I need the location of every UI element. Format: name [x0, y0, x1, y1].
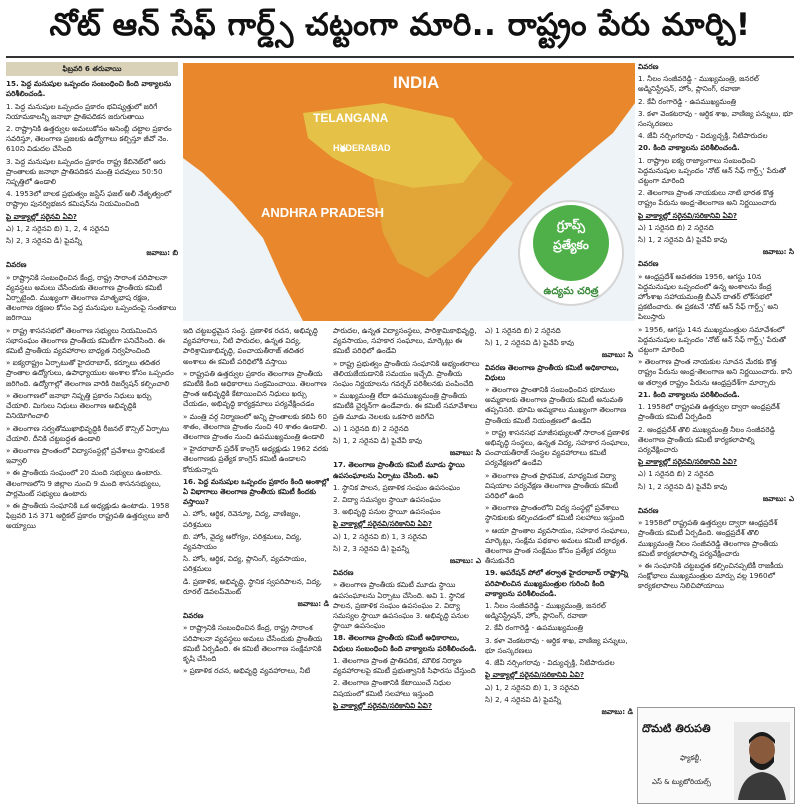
- option: డి. ప్రణాళిక, అభివృద్ధి, స్థానిక స్వపరిపాలన, విద్య, రూరల్ డెవలప్‌మెంట్: [183, 576, 322, 596]
- statement: 3. అభివృద్ధి పనుల స్థాయీ ఉపసంఘం: [333, 507, 441, 517]
- answer: జవాబు: ఎ: [449, 556, 481, 566]
- statement: 2. ఆంధ్రప్రదేశ్ తొలి ముఖ్యమంత్రి నీలం సంజీవరెడ్డి తెలంగాణ ప్రాంతీయ కమిటీ కార్యకలాపాల్ని పర్యవేక్షించారు: [638, 424, 775, 454]
- statement: 2. తెలంగాణ ప్రాంతానికి కేటాయించే నిధుల విషయంలో కమిటీ సలహాలు ఇస్తుంది: [333, 678, 451, 698]
- body-text: » రాష్ట్ర ప్రభుత్వం ప్రాంతీయ సంఘానికి అభ్యంతరాలు తెలియజేయడానికి సమయం ఇచ్చేది. ప్రాంతీయ సంఘం నిర్ణయాలను గవర్నర్ పరిశీలనకు పంపించేది: [333, 358, 480, 389]
- explanation-text: » తెలంగాణ ప్రాంత నాయకుల సూచన మేరకు కొత్త రాష్ట్రం పేరును ఆంధ్ర-తెలంగాణ అని నిర్ణయించారు. కానీ ఆ తర్వాత రాష్ట్రం పేరును ఆంధ్రప్రదేశ్‌గా మార్చారు: [638, 357, 792, 387]
- explanation-text: » తెలంగాణ ప్రాంతానికి సంబంధించిన భూముల అమ్మకాలకు తెలంగాణ ప్రాంతీయ కమిటీ అనుమతి తప్పనిసరి. భూమి అమ్మకాలు ముఖ్యంగా తెలంగాణ ప్రాంతీయ కమిటీ నియంత్రణలో ఉండేవి: [485, 385, 627, 425]
- explanation-text: » 1958లో రాష్ట్రపతి ఉత్తర్వుల ద్వారా ఆంధ్రప్రదేశ్ ప్రాంతీయ కమిటీ ఏర్పడింది. ఆంధ్రప్రదేశ్ తొలి ముఖ్యమంత్రి నీలం సంజీవరెడ్డి తెలంగాణ ప్రాంతీయ కమిటీ కార్యకలాపాల్ని పర్యవేక్షించారు: [638, 518, 778, 558]
- headline: నోట్ ఆన్ సేఫ్ గార్డ్స్ చట్టంగా మారి.. రాష్ట్రం పేరు మార్చి!: [49, 6, 751, 43]
- body-text: » ముఖ్యమంత్రి లేదా ఉపముఖ్యమంత్రి ప్రాంతీయ కమిటీకి చైర్మన్‌గా ఉండేవారు. ఈ కమిటీ సమావేశాలు ప్రతి మూడు నెలలకు ఒకసారి జరిగేవి: [333, 391, 478, 421]
- answer: జవాబు: సి: [601, 350, 633, 360]
- statement: 1. తెలంగాణ ప్రాంత ప్రాతిపదిక, మౌలిక నిర్మాణ వ్యవహారాలపై కమిటీ ప్రభుత్వానికి సిఫారసు చేస్తుంది: [333, 655, 476, 676]
- question-prompt: పై వాక్యాల్లో సరైనవి ఏవి?: [6, 211, 77, 221]
- answer: జవాబు: సి: [449, 448, 481, 458]
- options: ఎ) 1 సరైనది బి) 2 సరైనది: [638, 469, 714, 479]
- explanation-heading: వివరణ: [333, 568, 354, 578]
- map-label-telangana: TELANGANA: [313, 111, 389, 125]
- statement: 3. కళా వెంకటరావు - ఆర్థిక శాఖ, వాణిజ్య పన్నులు, భూ సంస్కరణలు: [638, 108, 793, 129]
- question-21: 21. కింది వాక్యాలను పరిశీలించండి.: [638, 389, 740, 399]
- body-text: » రాష్ట్రపతి ఉత్తర్వుల ప్రకారం తెలంగాణ ప్రాంతీయ కమిటీకి కింది అధికారాలు సంక్రమించాయి. తెలంగాణ ప్రాంత అభివృద్ధికి కేటాయించిన నిధులు ఖర్చు చేయడం, అభివృద్ధి కార్యక్రమాలు పర్యవేక్షించడం: [183, 368, 327, 409]
- statement: 1. స్థానిక పాలన, ప్రణాళిక సంఘం ఉపసంఘం: [333, 482, 460, 492]
- explanation-text: » 1956, ఆగస్టు 14న ముఖ్యమంత్రుల సమావేశంలో పెద్దమనుషుల ఒప్పందం 'నోట్ ఆన్ సేఫ్ గార్డ్స్' పేరుతో చట్టంగా మారింది: [638, 324, 786, 355]
- badge-subtitle: ఉద్యమ చరిత్ర: [543, 286, 599, 297]
- options: ఎ) 1 సరైనది బి) 2 సరైనది: [333, 423, 409, 433]
- options: ఎ) 1, 2 సరైనవి బి) 1, 3 సరైనవి: [485, 682, 580, 692]
- explanation-text: » ఈ ప్రాంతీయ సంఘానికి ఒక అధ్యక్షుడు ఉంటాడు. 1958 ఫిబ్రవరి 1న 371 ఆర్టికల్ ప్రకారం రాష్ట్రపతి ఉత్తర్వులు జారీ అయ్యాయి: [6, 500, 170, 531]
- explanation-text: » తెలంగాణ ప్రాంతంలోని విద్య సంస్థల్లో ప్రవేశాలు స్థానికులకు కల్పించడంలో కమిటీ సలహాలు ఇస్తుంది: [485, 503, 625, 523]
- body-text: పారుదల, ఉన్నత విద్యాసంస్థలు, పారిశ్రామికాభివృద్ధి, వ్యవసాయం, సహకార సంఘాలు, మార్కెట్లు ఈ కమిటీ పరిధిలో ఉండేవి: [333, 326, 477, 356]
- statement: 2. తెలంగాణ ప్రాంత నాయకులు నాటి భారత కొత్త రాష్ట్రం పేరును ఆంధ్ర-తెలంగాణ అని నిర్ణయించారు: [638, 188, 777, 208]
- column-3: [333, 326, 481, 806]
- explanation-text: » తెలంగాణ ప్రాంత ప్రాథమిక, మాధ్యమిక విద్యా విషయాల పర్యవేక్షణ తెలంగాణ ప్రాంతీయ కమిటీ పరిధిలో ఉంది: [485, 470, 619, 501]
- statement: 2. విద్యా సమస్యల స్థాయీ ఉపసంఘం: [333, 495, 441, 505]
- options: సి) 1, 2 సరైనవి డి) పైవేవీ కావు: [638, 235, 728, 245]
- explanation-text: » రాష్ట్రానికి సంబంధించిన కేంద్ర, రాష్ట్ర సారాంశ పరిపాలనా వ్యవస్థలు అమలు చేసేందుకు తెలంగాణ ప్రాంతీయ కమిటీ ఏర్పాటైంది. ముఖ్యంగా తెలంగాణ మాతృభాష రక్షణ, తెలంగాణ రక్షణల కోసం పెద్ద మనుషుల ఒప్పందంపై సంతకాలు జరిగాయి: [6, 272, 177, 323]
- statement: 1. 1958లో రాష్ట్రపతి ఉత్తర్వుల ద్వారా ఆంధ్రప్రదేశ్ ప్రాంతీయ కమిటీ ఏర్పడింది: [638, 402, 780, 422]
- statement: 1. నీలం సంజీవరెడ్డి - ముఖ్యమంత్రి, జనరల్ అడ్మినిస్ట్రేషన్, హోం, ప్లానింగ్, రవాణా: [485, 601, 606, 621]
- india-map-graphic: [183, 63, 635, 321]
- explanation-text: » తెలంగాణలో జనాభా నిష్పత్తి ప్రకారం నిధులు ఖర్చు చేయాలి. మిగులు నిధులు తెలంగాణ అభివృద్ధికి వినియోగించాలి: [6, 390, 152, 421]
- explanation-text: » ఈ సంఘానికి చట్టబద్ధత కల్పించినప్పటికీ రాజకీయ సంక్షోభాలు ముఖ్యమంత్రుల మార్పు వల్ల 1960లో కార్యకలాపాలు నిలిచిపోయాయి: [638, 560, 784, 591]
- explanation-text: » తెలంగాణ సర్వతోముఖాభివృద్ధికి రీజనల్ కౌన్సిల్ ఏర్పాటు చేయాలి. దీనికి చట్టబద్ధత ఉండాలి: [6, 423, 170, 443]
- column-2: [183, 326, 329, 806]
- statement: 4. జేవీ నర్సింగరావు - విద్యుచ్ఛక్తి, నీటిపారుదల: [638, 131, 768, 141]
- options: ఎ) 1 సరైనది బి) 2 సరైనది: [638, 222, 714, 232]
- answer: జవాబు: డి: [601, 706, 633, 716]
- option: బి. హోం, వైద్య ఆరోగ్యం, పరిశ్రమలు, విద్య, వ్యవసాయం: [183, 531, 302, 552]
- author-department: ఎస్ & ట్యుటోరియల్స్: [652, 778, 711, 786]
- statement: 2. రాష్ట్రానికి ఉత్తర్వుల అమలుకోసం అసెంబ్లీ చట్టాల ప్రకారం సవరిస్తూ, తెలంగాణ ప్రజలకు ఉద్యోగాలు కల్పిస్తూ జీవో నెం. 610ని విడుదల చేసింది: [6, 124, 172, 154]
- explanation-heading: వివరణ: [638, 505, 659, 515]
- question-20: 20. కింది వాక్యాలను పరిశీలించండి.: [638, 143, 740, 153]
- answer: జవాబు: ఎ: [762, 493, 794, 503]
- answer: జవాబు: డి: [297, 599, 329, 609]
- column-5: [638, 62, 794, 704]
- question-prompt: పై వాక్యాల్లో సరైనవి/సరికానివి ఏవి?: [638, 210, 738, 220]
- explanation-text: » ఆంధ్రప్రదేశ్ అవతరణ 1956, ఆగస్టు 10న పెద్దమనుషుల ఒప్పందంలో ఉన్న అంశాలను కేంద్ర హోంశాఖ సహాయమంత్రి బీఎన్ దాతర్ లోక్‌సభలో ప్రకటించారు. ఈ ప్రకటనే 'నోట్ ఆన్ సేఫ్ గార్డ్స్' అని పిలుస్తారు: [638, 271, 779, 322]
- answer: జవాబు: బి: [146, 248, 178, 258]
- body-text: ఇది చట్టబద్ధమైన సంస్థ. ప్రణాళిక రచన, అభివృద్ధి వ్యవహారాలు, నీటి పారుదల, ఉన్నత విద్య, పారిశ్రామికాభివృద్ధి, పంచాయతీరాజ్ తదితర అంశాలు ఈ కమిటీ పరిధిలోకి వస్తాయి: [183, 326, 318, 366]
- author-name: దొమటి తిరుపతి: [642, 722, 711, 735]
- explanation-text: » ఐక్యరాష్ట్రం ఏర్పాటుతో హైదరాబాద్, కర్నూలు తదితర ప్రాంతాల ఉద్యోగులు, ఉపాధ్యాయుల అంశాల కోసం ఒప్పందం జరిగింది. ఉద్యోగాల్లో తెలంగాణ వారికి రిజర్వేషన్ కల్పించాలి: [6, 358, 174, 388]
- statement: 3. కళా వెంకటరావు - ఆర్థిక శాఖ, వాణిజ్య పన్నులు, భూ సంస్కరణలు: [485, 635, 628, 655]
- explanation-heading: వివరణ: [638, 62, 659, 71]
- statement: 4. జేవీ నర్సింగరావు - విద్యుచ్ఛక్తి, నీటిపారుదల: [485, 658, 615, 668]
- options: సి) 1, 2 సరైనవి డి) పైవేవీ కావు: [638, 481, 728, 491]
- statement: 2. కేవీ రంగారెడ్డి - ఉపముఖ్యమంత్రి: [485, 623, 584, 633]
- explanation-heading: వివరణ: [183, 611, 204, 621]
- option: ఎ. హోం, ఆర్థిక, రెవెన్యూ, విద్య, వాణిజ్యం, పరిశ్రమలు: [183, 509, 301, 529]
- badge-title-line1: గ్రూప్స్: [557, 218, 585, 232]
- statement: 3. పెద్ద మనుషుల ఒప్పందం ప్రకారం రాష్ట్ర కేబినెట్‌లో ఆరు ప్రాంతాలకు జనాభా ప్రాతిపదికన మంత్రి పదవులు 50:50 నిష్పత్తిలో ఉండాలి: [6, 156, 166, 187]
- map-label-hyderabad: HYDERABAD: [333, 143, 391, 153]
- options: సి) 1, 2 సరైనవి డి) పైవేవీ కావు: [333, 436, 423, 446]
- statement: 1. నీలం సంజీవరెడ్డి - ముఖ్యమంత్రి, జనరల్ అడ్మినిస్ట్రేషన్, హోం, ప్లానింగ్, రవాణా: [638, 74, 759, 94]
- explanation-text: » తెలంగాణ ప్రాంతంలో విద్యాసంస్థల్లో ప్రవేశాలు స్థానికులకే ఇవ్వాలి: [6, 445, 165, 466]
- explanation-heading: వివరణ: [6, 260, 27, 270]
- question-16: 16. పెద్ద మనుషుల ఒప్పందం ప్రకారం కింది అంశాల్లో ఏ విభాగాలు తెలంగాణ ప్రాంతీయ కమిటీ కిందకు వస్తాయి?: [183, 476, 329, 507]
- options: సి) 2, 3 సరైనవి డి) పైవన్నీ: [333, 543, 410, 553]
- statement: 1. పెద్ద మనుషుల ఒప్పందం ప్రకారం భవిష్యత్తులో జరిగే నియామకాలన్నీ జనాభా ప్రాతిపదికన జరుగుతాయి: [6, 101, 158, 121]
- question-18: 18. తెలంగాణ ప్రాంతీయ కమిటీ అధికారాలు, విధులు సంబంధించి కింది వాక్యాలను పరిశీలించండి.: [333, 633, 477, 653]
- explanation-text: » రాష్ట్ర శాసనసభలో తెలంగాణ సభ్యులు నియమించిన సభాసంఘం తెలంగాణ ప్రాంతీయ కమిటీగా పనిచేసింది. ఈ కమిటీ ప్రాంతీయ వ్యవహారాల బాధ్యత నిర్వహించింది: [6, 325, 165, 356]
- explanation-text: » ఈ ప్రాంతీయ సంఘంలో 20 మంది సభ్యులు ఉంటారు. తెలంగాణలోని 9 జిల్లాల నుంచి 9 మంది శాసనసభ్యులు, పార్లమెంట్ సభ్యులు ఉంటారు: [6, 468, 163, 498]
- author-photo: [734, 722, 790, 800]
- map-label-india: INDIA: [393, 73, 440, 92]
- author-box: [637, 707, 795, 804]
- question-prompt: పై వాక్యాల్లో సరైనవి/సరికానివి ఏవి?: [333, 519, 433, 529]
- question-19: 19. ఆపరేషన్ పోలో తర్వాత హైదరాబాద్ రాష్ట్రాన్ని పరిపాలించిన ముఖ్యమంత్రుల గురించి కింది వాక్యాలను పరిశీలించండి.: [485, 568, 629, 598]
- explanation-text: » రాష్ట్రానికి సంబంధించిన కేంద్ర, రాష్ట్ర సారాంశ పరిపాలనా వ్యవస్థలు అమలు చేసేందుకు ప్రాంతీయ కమిటీ ఏర్పడింది. ఈ కమిటీ తెలంగాణ సంక్షేమానికి కృషి చేసింది: [183, 623, 323, 664]
- option: సి. హోం, ఆర్థిక, విద్య, ప్లానింగ్, వ్యవసాయం, పరిశ్రమలు: [183, 554, 307, 574]
- options: సి) 1, 2 సరైనవి డి) పైవేవీ కావు: [485, 338, 575, 348]
- options: సి) 2, 3 సరైనవి డి) పైవన్నీ: [6, 236, 83, 246]
- headline-rule: [6, 56, 794, 58]
- explanation-heading: వివరణ: [638, 259, 659, 269]
- explanation-text: » ప్రణాళిక రచన, అభివృద్ధి వ్యవహారాలు, నీటి: [183, 666, 311, 676]
- question-prompt: పై వాక్యాల్లో సరైనవి/సరికానివి ఏవి?: [333, 700, 433, 710]
- author-role: ఫ్యాకల్టీ,: [680, 754, 702, 762]
- body-text: » మంత్రి వర్గ నిర్మాణంలో అన్ని ప్రాంతాలకు కలిపి 60 శాతం, తెలంగాణ ప్రాంతం నుంచి 40 శాతం ఉండాలి. తెలంగాణ ప్రాంతం నుంచి ఉపముఖ్యమంత్రి ఉండాలి: [183, 411, 328, 442]
- map-label-andhra: ANDHRA PRADESH: [261, 205, 385, 220]
- question-17: 17. తెలంగాణ ప్రాంతీయ కమిటీ మూడు స్థాయి ఉపసంఘాలను ఏర్పాటు చేసింది. అవి: [333, 460, 465, 480]
- explanation-text: » తెలంగాణ ప్రాంతీయ కమిటీ మూడు స్థాయి ఉపసంఘాలను ఏర్పాటు చేసింది. అవి 1. స్థానిక పాలన, ప్రణాళిక సంఘం ఉపసంఘం 2. విద్యా సమస్యల స్థాయీ ఉపసంఘం 3. అభివృద్ధి పనుల స్థాయీ ఉపసంఘం: [333, 580, 469, 631]
- explanation-text: » ఆయా ప్రాంతాల వ్యవసాయం, సహకార సంఘాలు, మార్కెట్లు, సంక్షేమ పథకాల అమలు కమిటీ బాధ్యత. తెలంగాణ ప్రాంత సంక్షేమం కోసం ప్రత్యేక చర్యలు తీసుకునేది: [485, 525, 630, 566]
- question-15: 15. పెద్ద మనుషుల ఒప్పందం సంబంధించి కింది వాక్యాలను పరిశీలించండి.: [6, 79, 172, 99]
- date-bar: ఫిబ్రవరి 6 తరువాయి: [6, 62, 178, 76]
- explanation-text: » రాష్ట్ర శాసనసభ మాజీసభ్యులతో సారాంశ ప్రణాళిక అభివృద్ధి సంస్థలు, ఉన్నత విద్య, సహకార సంఘాలు, పంచాయతీరాజ్ సంస్థల వ్యవహారాలు కమిటీ పర్యవేక్షణలో ఉండేవి: [485, 427, 630, 468]
- question-prompt: పై వాక్యాల్లో సరైనవి/సరికానివి ఏవి?: [638, 457, 738, 467]
- statement: 2. కేవీ రంగారెడ్డి - ఉపముఖ్యమంత్రి: [638, 96, 737, 106]
- badge-title-line2: ప్రత్యేకం: [553, 238, 589, 252]
- column-1: [6, 62, 178, 806]
- statement: 1. రాష్ట్రాల ఐక్య రాజ్యాంగాలు సంబంధించి పెద్దమనుషుల ఒప్పందం 'నోట్ ఆన్ సేఫ్ గార్డ్స్' పేరుతో చట్టంగా మారింది: [638, 155, 786, 186]
- options: ఎ) 1, 2 సరైనవి బి) 1, 3 సరైనవి: [333, 531, 428, 541]
- statement: 4. 1953లో బాలక ప్రభుత్వం జస్టిస్ ఫజల్ అలీ నేతృత్వంలో రాష్ట్రాల పునర్విభజన కమిషన్‌ను నియమించింది: [6, 189, 172, 209]
- options: ఎ) 1, 2 సరైనవి బి) 1, 2, 4 సరైనవి: [6, 223, 110, 233]
- column-4: [485, 326, 633, 806]
- explanation-heading: వివరణ తెలంగాణ ప్రాంతీయ కమిటీ అధికారాలు, విధులు: [485, 362, 620, 382]
- question-prompt: పై వాక్యాల్లో సరైనవి/సరికానివి ఏవి?: [485, 670, 585, 680]
- options: ఎ) 1 సరైనది బి) 2 సరైనది: [485, 326, 561, 335]
- answer: జవాబు: సి: [762, 247, 794, 257]
- body-text: » హైదరాబాద్ ప్రదేశ్ కాంగ్రెస్ అధ్యక్షుడు 1962 వరకు తెలంగాణకు ప్రత్యేక కాంగ్రెస్ కమిటీ ఉండాలని కోరుకున్నారు: [183, 444, 329, 474]
- options: సి) 2, 4 సరైనవి డి) పైవన్నీ: [485, 694, 562, 704]
